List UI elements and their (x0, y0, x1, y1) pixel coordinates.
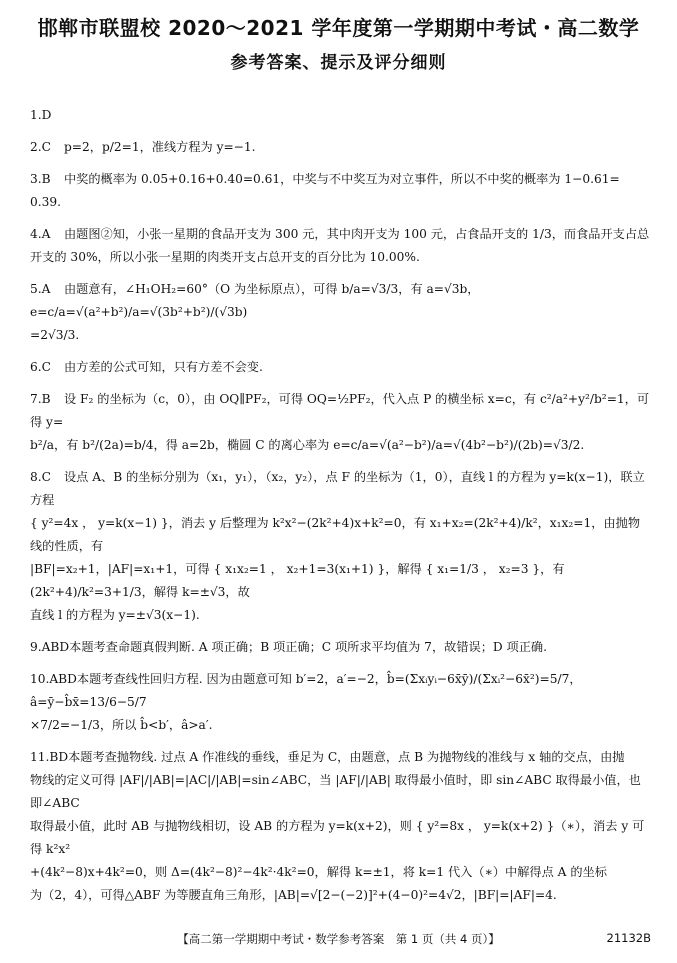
answer-text: 开支的 30%，所以小张一星期的肉类开支占总开支的百分比为 10.00%. (30, 250, 420, 264)
answer-line (30, 466, 652, 512)
answer-text: 取得最小值，此时 AB 与抛物线相切，设 AB 的方程为 y=k(x+2)，则 { y²=8x ， y=k(x+2) }（∗），消去 y 可得 k²x² (30, 819, 645, 856)
answer-line (30, 356, 652, 379)
answer-line (30, 191, 652, 214)
answer-item (30, 223, 652, 269)
answer-text: 物线的定义可得 |AF|/|AB|=|AC|/|AB|=sin∠ABC，当 |AF|/|AB| 取得最小值时，即 sin∠ABC 取得最小值，也即∠ABC (30, 773, 641, 810)
answer-text: 本题考查线性回归方程. 因为由题意可知 b′=2，a′=−2，b̂=(Σxᵢyᵢ−6x̄ȳ)/(Σxᵢ²−6x̄²)=5/7，â=ȳ−b̂x̄=13/6−5/7 (30, 672, 582, 709)
answer-text: 由题图②知，小张一星期的食品开支为 300 元，其中肉开支为 100 元，占食品开支的 1/3，而食品开支占总 (64, 227, 650, 241)
answer-item (30, 278, 652, 347)
answer-line (30, 136, 652, 159)
answer-item (30, 104, 652, 127)
answer-item (30, 388, 652, 457)
answer-text: 中奖的概率为 0.05+0.16+0.40=0.61，中奖与不中奖互为对立事件，所以不中奖的概率为 1−0.61= (64, 172, 620, 186)
answer-label: 7.B (30, 392, 51, 406)
answer-line (30, 168, 652, 191)
answer-label: 2.C (30, 140, 51, 154)
answer-label: 11.BD (30, 750, 69, 764)
answer-text: 由方差的公式可知，只有方差不会变. (64, 360, 263, 374)
answer-text: 设 F₂ 的坐标为（c，0），由 OQ∥PF₂，可得 OQ=½PF₂，代入点 P 的横坐标 x=c，有 c²/a²+y²/b²=1，可得 y= (30, 392, 650, 429)
answer-label: 1.D (30, 108, 52, 122)
answer-line (30, 512, 652, 558)
answer-item (30, 466, 652, 627)
page-title: 邯郸市联盟校 2020～2021 学年度第一学期期中考试・高二数学 (37, 16, 640, 40)
answer-list (30, 104, 652, 907)
answer-text: 为（2，4），可得△ABF 为等腰直角三角形，|AB|=√[2−(−2)]²+(4−0)²=4√2，|BF|=|AF|=4. (30, 888, 557, 902)
answer-text: 直线 l 的方程为 y=±√3(x−1). (30, 608, 200, 622)
answer-label: 4.A (30, 227, 51, 241)
answer-label: 5.A (30, 282, 51, 296)
answer-text: 0.39. (30, 195, 62, 209)
answer-label: 3.B (30, 172, 51, 186)
answer-item (30, 746, 652, 907)
footer-code: 21132B (606, 931, 651, 945)
answer-line (30, 558, 652, 604)
answer-text: { y²=4x ， y=k(x−1) }，消去 y 后整理为 k²x²−(2k²+4)x+k²=0，有 x₁+x₂=(2k²+4)/k²，x₁x₂=1，由抛物线的性质，有 (30, 516, 641, 553)
answer-text: +(4k²−8)x+4k²=0，则 Δ=(4k²−8)²−4k²·4k²=0，解得 k=±1，将 k=1 代入（∗）中解得点 A 的坐标 (30, 865, 607, 879)
answer-line (30, 769, 652, 815)
page-subtitle: 参考答案、提示及评分细则 (230, 53, 447, 73)
answer-text: 本题考查命题真假判断. A 项正确；B 项正确；C 项所求平均值为 7，故错误；D 项正确. (69, 640, 547, 654)
answer-line (30, 861, 652, 884)
answer-line (30, 668, 652, 714)
answer-text: 本题考查抛物线. 过点 A 作准线的垂线，垂足为 C，由题意，点 B 为抛物线的准线与 x 轴的交点，由抛 (68, 750, 625, 764)
answer-label: 9.ABD (30, 640, 70, 654)
answer-line (30, 884, 652, 907)
answer-line (30, 746, 652, 769)
answer-label: 8.C (30, 470, 51, 484)
answer-line (30, 223, 652, 246)
answer-line (30, 104, 652, 127)
answer-item (30, 636, 652, 659)
answer-item (30, 668, 652, 737)
footer-center-text: 【高二第一学期期中考试・数学参考答案 第 1 页（共 4 页）】 (177, 932, 500, 946)
answer-line (30, 246, 652, 269)
answer-text: 由题意有，∠H₁OH₂=60°（O 为坐标原点），可得 b/a=√3/3，有 a=√3b，e=c/a=√(a²+b²)/a=√(3b²+b²)/(√3b) (30, 282, 480, 319)
answer-text: ×7/2=−1/3，所以 b̂<b′，â>a′. (30, 718, 213, 732)
answer-line (30, 278, 652, 324)
answer-line (30, 604, 652, 627)
answer-line (30, 434, 652, 457)
answer-label: 6.C (30, 360, 51, 374)
answer-line (30, 714, 652, 737)
answer-text: |BF|=x₂+1，|AF|=x₁+1，可得 { x₁x₂=1 ， x₂+1=3(x₁+1) }，解得 { x₁=1/3 ， x₂=3 }，有 (2k²+4)/k²=3+1/3，解得 k=±√3，故 (30, 562, 565, 599)
answer-text: =2√3/3. (30, 328, 80, 342)
answer-line (30, 815, 652, 861)
answer-label: 10.ABD (30, 672, 77, 686)
answer-text: 设点 A、B 的坐标分别为（x₁，y₁），（x₂，y₂），点 F 的坐标为（1，0），直线 l 的方程为 y=k(x−1)，联立方程 (30, 470, 645, 507)
answer-line (30, 636, 652, 659)
answer-line (30, 388, 652, 434)
answer-item (30, 136, 652, 159)
answer-item (30, 168, 652, 214)
answer-line (30, 324, 652, 347)
answer-text: p=2，p/2=1，准线方程为 y=−1. (64, 140, 256, 154)
answer-text: b²/a，有 b²/(2a)=b/4，得 a=2b，椭圆 C 的离心率为 e=c/a=√(a²−b²)/a=√(4b²−b²)/(2b)=√3/2. (30, 438, 585, 452)
answer-item (30, 356, 652, 379)
